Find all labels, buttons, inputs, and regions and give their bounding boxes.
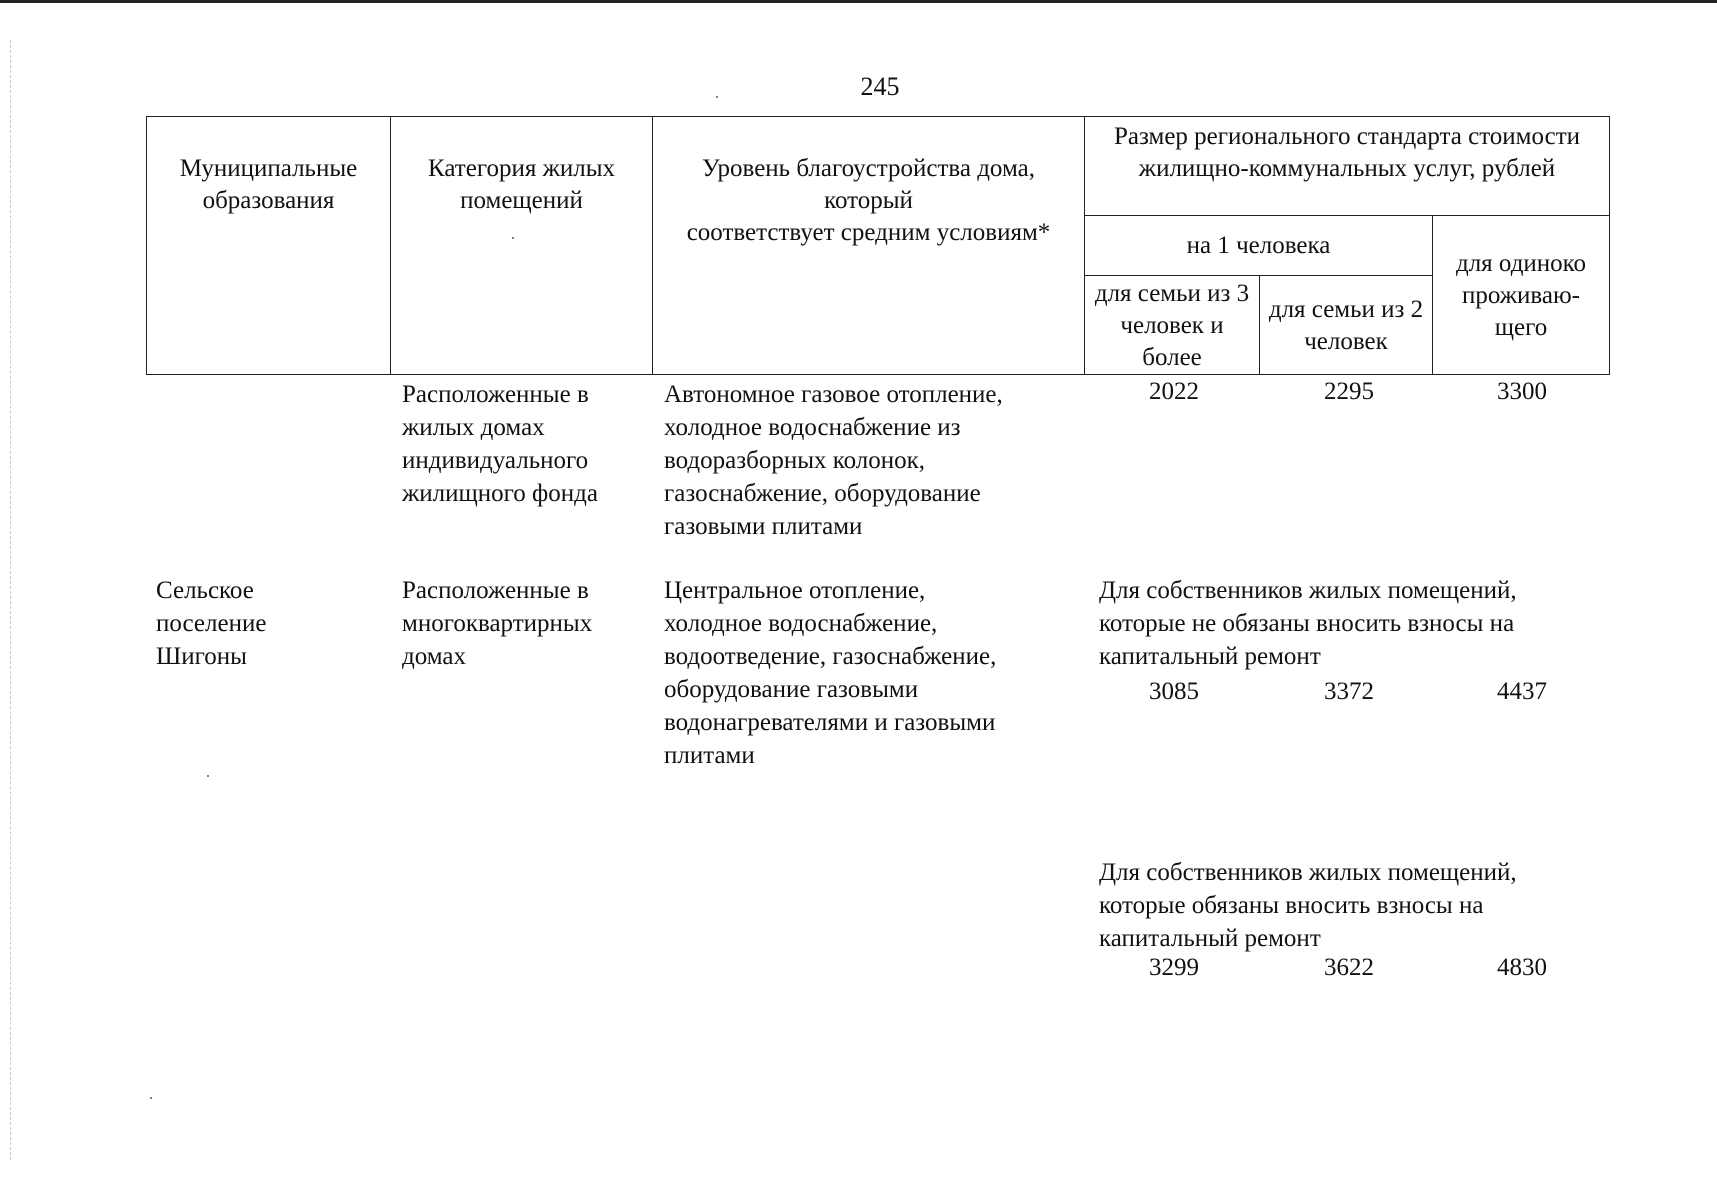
row2b-value-single: 4830: [1497, 954, 1547, 981]
row2b-value-family3: 3299: [1149, 954, 1199, 981]
note-owners-obliged: Для собственников жилых помещений, которые обязаны вносить взносы на капитальный ремонт: [1099, 859, 1517, 952]
table-header: [146, 116, 1610, 375]
header-category: Категория жилых помещений: [391, 117, 653, 375]
scan-left-edge: [10, 40, 11, 1160]
note-owners-not-obliged: Для собственников жилых помещений, которые не обязаны вносить взносы на капитальный ремонт: [1099, 577, 1517, 670]
header-standard-title: Размер регионального стандарта стоимости жилищно-коммунальных услуг, рублей: [1085, 117, 1610, 216]
scan-speck: [716, 96, 718, 98]
row2-comfort: Центральное отопление, холодное водоснабжение, водоотведение, газоснабжение, оборудование газовыми водонагревателями и газовыми плитами: [664, 577, 997, 769]
row1-value-single: 3300: [1497, 378, 1547, 405]
row2a-value-family3: 3085: [1149, 678, 1199, 705]
row2b-value-family2: 3622: [1324, 954, 1374, 981]
header-family3: для семьи из 3 человек и более: [1085, 276, 1260, 375]
header-single: для одиноко проживаю-щего: [1433, 216, 1610, 375]
row1-comfort: Автономное газовое отопление, холодное водоснабжение из водоразборных колонок, газоснабжение, оборудование газовыми плитами: [664, 381, 1003, 540]
row2a-value-single: 4437: [1497, 678, 1547, 705]
row2-municipality: Сельское поселение Шигоны: [156, 577, 267, 670]
row1-value-family3: 2022: [1149, 378, 1199, 405]
row2a-value-family2: 3372: [1324, 678, 1374, 705]
row2-category: Расположенные в многоквартирных домах: [402, 577, 593, 670]
page-number: 245: [860, 72, 900, 101]
header-family2: для семьи из 2 человек: [1260, 276, 1433, 375]
row1-category: Расположенные в жилых домах индивидуального жилищного фонда: [402, 381, 598, 507]
scan-speck: [150, 1097, 152, 1099]
row1-value-family2: 2295: [1324, 378, 1374, 405]
header-municipalities: Муниципальные образования: [147, 117, 391, 375]
scan-speck: [207, 775, 209, 777]
scan-top-border: [0, 0, 1717, 3]
header-comfort-level: Уровень благоустройства дома, который соответствует средним условиям*: [653, 117, 1085, 375]
header-per-person: на 1 человека: [1085, 216, 1433, 276]
